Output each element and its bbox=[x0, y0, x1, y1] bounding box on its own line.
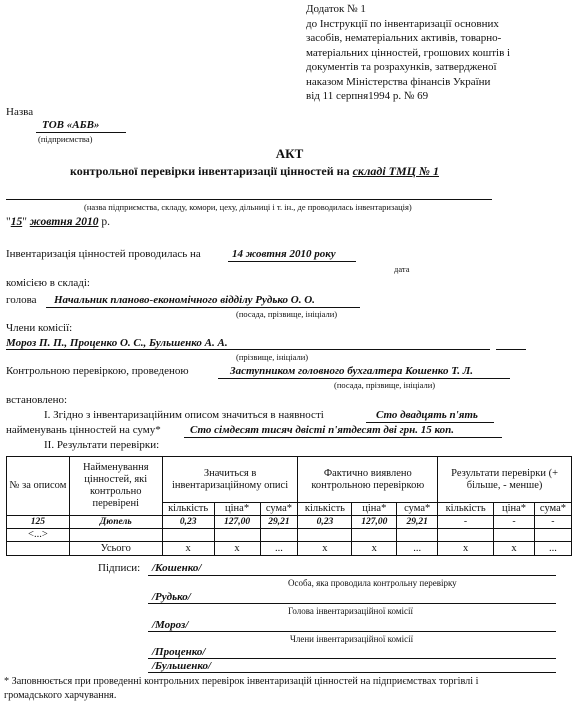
total-label: Усього bbox=[69, 542, 162, 556]
inventory-date-label: Інвентаризація цінностей проводилась на bbox=[6, 248, 201, 260]
place-underline bbox=[6, 199, 492, 200]
control-value: Заступником головного бухгалтера Кошенко Т. Л. bbox=[230, 365, 474, 377]
head-caption: (посада, прізвище, ініціали) bbox=[236, 309, 338, 319]
table-cell: 127,00 bbox=[352, 516, 397, 529]
doc-subtitle bbox=[70, 164, 439, 179]
table-cell bbox=[69, 529, 162, 542]
item1-value: Сто двадцять п'ять bbox=[376, 409, 478, 421]
table-cell: 29,21 bbox=[260, 516, 298, 529]
subheader-cell: сума* bbox=[534, 503, 571, 516]
signature-caption-3: Члени інвентаризаційної комісії bbox=[290, 634, 414, 644]
members-underline bbox=[6, 349, 490, 350]
annex-block bbox=[306, 2, 576, 104]
subheader-cell: ціна* bbox=[214, 503, 260, 516]
table-cell: ... bbox=[260, 542, 298, 556]
signature-caption-2: Голова інвентаризаційної комісії bbox=[288, 606, 414, 616]
subheader-cell: сума* bbox=[397, 503, 438, 516]
table-cell bbox=[260, 529, 298, 542]
item1-label: I. Згідно з інвентаризаційним описом значиться в наявності bbox=[44, 409, 324, 421]
signatures-label: Підписи: bbox=[98, 562, 141, 574]
annex-line: наказом Міністерства фінансів України bbox=[306, 75, 491, 88]
control-label: Контрольною перевіркою, проведеною bbox=[6, 365, 189, 377]
head-underline bbox=[46, 307, 360, 308]
signature-line-1 bbox=[148, 575, 556, 576]
results-table bbox=[6, 456, 572, 556]
established-label: встановлено: bbox=[6, 394, 68, 406]
subheader-cell: ціна* bbox=[494, 503, 535, 516]
item1b-value: Сто сімдесят тисяч двісті п'ятдесят дві грн. 15 коп. bbox=[190, 424, 455, 436]
signature-line-2 bbox=[148, 603, 556, 604]
annex-line: Додаток № 1 bbox=[306, 3, 366, 15]
annex-line: засобів, нематеріальних активів, товарно- bbox=[306, 32, 502, 44]
table-cell: х bbox=[162, 542, 214, 556]
subheader-cell: кількість bbox=[162, 503, 214, 516]
table-cell: ... bbox=[534, 542, 571, 556]
table-cell: Дюпель bbox=[69, 516, 162, 529]
subheader-cell: кількість bbox=[438, 503, 494, 516]
table-cell bbox=[397, 529, 438, 542]
org-underline bbox=[36, 132, 126, 133]
table-cell: х bbox=[298, 542, 352, 556]
table-cell bbox=[162, 529, 214, 542]
item2-label: II. Результати перевірки: bbox=[44, 439, 160, 451]
annex-line: від 11 серпня1994 р. № 69 bbox=[306, 90, 429, 102]
item1b-underline bbox=[184, 437, 502, 438]
inventory-date-underline bbox=[228, 261, 356, 262]
item1b-label: найменувань цінностей на суму* bbox=[6, 424, 161, 436]
doc-title: АКТ bbox=[275, 146, 304, 161]
header-name: Найменування цінностей, які контрольно перевірені bbox=[69, 457, 162, 516]
subheader-cell: сума* bbox=[260, 503, 298, 516]
signature-line-4 bbox=[148, 658, 556, 659]
table-cell bbox=[7, 542, 70, 556]
signature-caption-1: Особа, яка проводила контрольну перевірку bbox=[288, 578, 457, 588]
footnote-line-1: * Заповнюється при проведенні контрольних перевірок інвентаризацій цінностей на підприємствах торгівлі і bbox=[4, 676, 479, 687]
annex-line: матеріальних цінностей, грошових коштів і bbox=[306, 46, 511, 59]
annex-line: до Інструкції по інвентаризації основних bbox=[306, 17, 499, 30]
doc-subtitle-text: контрольної перевірки інвентаризації цінностей на bbox=[70, 164, 350, 178]
header-no: № за описом bbox=[7, 457, 70, 516]
footnote-line-2: громадського харчування. bbox=[4, 690, 117, 701]
table-cell bbox=[438, 529, 494, 542]
table-cell: - bbox=[438, 516, 494, 529]
inventory-date-caption: дата bbox=[394, 264, 410, 274]
table-cell: ... bbox=[397, 542, 438, 556]
table-cell: <...> bbox=[7, 529, 70, 542]
date-month-year: жовтня 2010 bbox=[29, 216, 99, 228]
head-value: Начальник планово-економічного відділу Рудько О. О. bbox=[54, 294, 315, 306]
place-caption: (назва підприємства, складу, комори, цеху, дільниці і т. ін., де проводилась інвентаризація) bbox=[84, 202, 412, 212]
commission-label: комісією в складі: bbox=[6, 277, 90, 289]
table-cell bbox=[494, 529, 535, 542]
org-name: ТОВ «АБВ» bbox=[42, 119, 100, 131]
table-cell: 125 bbox=[7, 516, 70, 529]
table-cell: - bbox=[494, 516, 535, 529]
members-value: Мороз П. П., Проценко О. С., Бульшенко А. А. bbox=[6, 337, 228, 349]
doc-place: складі ТМЦ № 1 bbox=[352, 164, 439, 178]
table-cell: 0,23 bbox=[298, 516, 352, 529]
date-suffix: р. bbox=[101, 216, 110, 228]
header-listed: Значиться в інвентаризаційному описі bbox=[162, 457, 298, 503]
table-cell bbox=[352, 529, 397, 542]
members-underline-tail bbox=[496, 349, 526, 350]
subheader-cell: ціна* bbox=[352, 503, 397, 516]
table-cell: х bbox=[352, 542, 397, 556]
table-cell: х bbox=[494, 542, 535, 556]
signature-3: /Мороз/ bbox=[152, 619, 189, 631]
signature-5: /Бульшенко/ bbox=[152, 660, 212, 672]
table-cell: 0,23 bbox=[162, 516, 214, 529]
table-cell: 29,21 bbox=[397, 516, 438, 529]
date-quote-open: " bbox=[6, 216, 11, 228]
table-cell bbox=[298, 529, 352, 542]
item1-underline bbox=[366, 422, 494, 423]
signature-2: /Рудько/ bbox=[152, 591, 191, 603]
act-date bbox=[6, 216, 110, 228]
members-label: Члени комісії: bbox=[6, 322, 73, 334]
signature-line-5 bbox=[148, 672, 556, 673]
header-results: Результати перевірки (+ більше, - менше) bbox=[438, 457, 572, 503]
signature-1: /Кошенко/ bbox=[152, 562, 202, 574]
table-cell: х bbox=[214, 542, 260, 556]
table-cell bbox=[534, 529, 571, 542]
annex-line: документів та розрахунків, затвердженої bbox=[306, 61, 497, 73]
control-caption: (посада, прізвище, ініціали) bbox=[334, 380, 436, 390]
control-underline bbox=[218, 378, 510, 379]
org-label: Назва bbox=[6, 106, 34, 118]
subheader-cell: кількість bbox=[298, 503, 352, 516]
members-caption: (прізвище, ініціали) bbox=[236, 352, 309, 362]
signature-line-3 bbox=[148, 631, 556, 632]
table-cell: 127,00 bbox=[214, 516, 260, 529]
table-cell: - bbox=[534, 516, 571, 529]
inventory-date-value: 14 жовтня 2010 року bbox=[232, 248, 336, 260]
table-cell bbox=[214, 529, 260, 542]
head-label: голова bbox=[6, 294, 37, 306]
date-quote-close: " bbox=[22, 216, 27, 228]
date-day: 15 bbox=[10, 216, 23, 228]
table-cell: х bbox=[438, 542, 494, 556]
header-actual: Фактично виявлено контрольною перевіркою bbox=[298, 457, 438, 503]
signature-4: /Проценко/ bbox=[152, 646, 206, 658]
org-caption: (підприємства) bbox=[38, 134, 93, 144]
